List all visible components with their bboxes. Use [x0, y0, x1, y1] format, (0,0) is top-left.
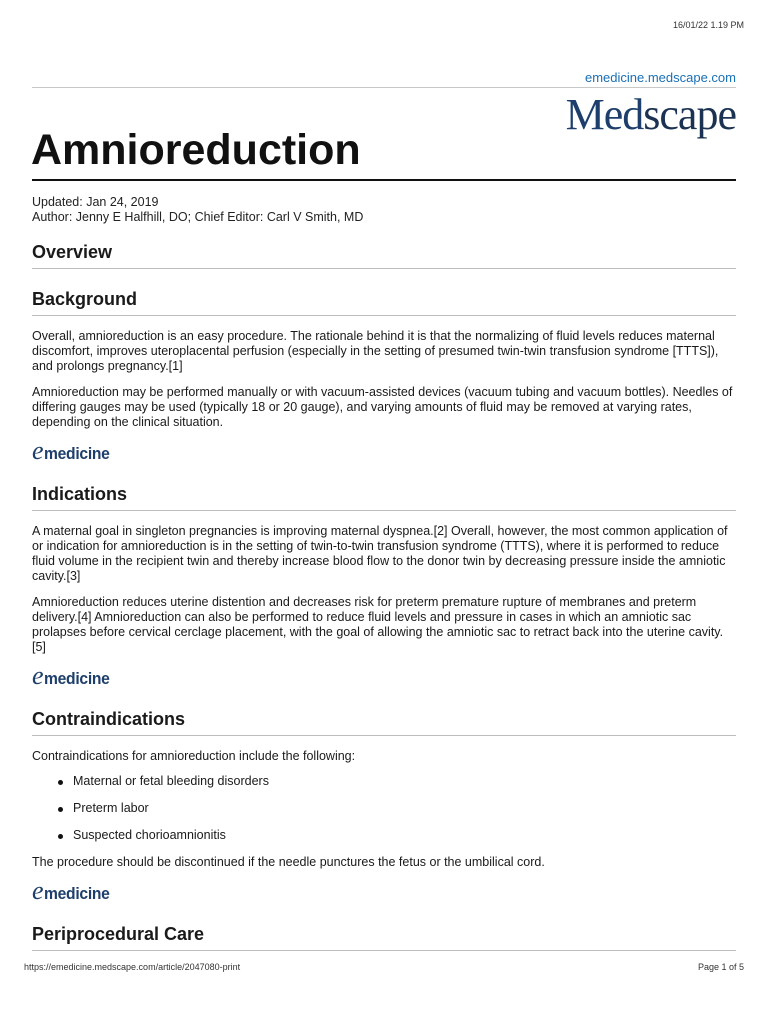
- header-divider: [32, 87, 736, 88]
- paragraph: Amnioreduction reduces uterine distention and decreases risk for preterm premature rupture of membranes and preterm delivery.[4] Amnioreduction can also be performed to reduce fluid levels and pressure in cases in which an amniotic sac prolapses before cervical cerclage placement, with the goal of allowing the amniotic sac to retract back into the uterine cavity.[5]: [32, 595, 724, 654]
- emedicine-logo: [32, 438, 736, 464]
- list-item-text: Suspected chorioamnionitis: [73, 828, 226, 842]
- paragraph: Overall, amnioreduction is an easy procedure. The rationale behind it is that the normalizing of fluid levels reduces maternal discomfort, improves uteroplacental perfusion (especially in the setting of presumed twin-twin transfusion syndrome [TTTS]), and prolongs pregnancy.[1]: [32, 329, 719, 373]
- section-heading-overview: Overview: [32, 240, 736, 269]
- emedicine-logo-e: e: [32, 876, 44, 905]
- emedicine-logo: [32, 878, 736, 904]
- section-heading-background: Background: [32, 287, 736, 316]
- print-date: 16/01/22 1.19 PM: [672, 20, 744, 30]
- bullet-icon: [58, 807, 63, 812]
- paragraph: A maternal goal in singleton pregnancies is improving maternal dyspnea.[2] Overall, however, the most common application of or indication for amnioreduction is in the setting of twin-to-twin transfusion syndrome (TTTS), where it is performed to reduce fluid volume in the recipient twin and thereby increase blood flow to the donor twin by decreasing pressure inside the amniotic cavity.[3]: [32, 524, 728, 583]
- site-link[interactable]: emedicine.medscape.com: [584, 70, 736, 85]
- emedicine-logo-word: medicine: [43, 669, 110, 688]
- list-item-text: Maternal or fetal bleeding disorders: [73, 774, 269, 788]
- article-meta: [32, 195, 363, 225]
- page-number: Page 1 of 5: [697, 962, 744, 972]
- section-heading-indications: Indications: [32, 482, 736, 511]
- section-heading-contraindications: Contraindications: [32, 707, 736, 736]
- emedicine-logo-e: e: [32, 436, 44, 465]
- page-title: Amnioreduction: [31, 126, 361, 174]
- emedicine-logo-word: medicine: [43, 444, 110, 463]
- updated-date: Updated: Jan 24, 2019: [32, 195, 159, 209]
- emedicine-logo: [32, 663, 736, 689]
- bullet-icon: [58, 780, 63, 785]
- emedicine-logo-e: e: [32, 661, 44, 690]
- list-item: [58, 774, 736, 789]
- author-line: Author: Jenny E Halfhill, DO; Chief Editor: Carl V Smith, MD: [32, 210, 364, 224]
- bullet-icon: [58, 834, 63, 839]
- logo-scape: scape: [643, 90, 736, 139]
- medscape-logo: [566, 90, 736, 140]
- article-content: [32, 240, 736, 951]
- section-heading-periprocedural-care: Periprocedural Care: [32, 922, 736, 951]
- footer-url[interactable]: https://emedicine.medscape.com/article/2047080-print: [24, 962, 241, 972]
- list-item: [58, 828, 736, 843]
- paragraph: Contraindications for amnioreduction include the following:: [32, 749, 356, 763]
- title-divider: [32, 179, 736, 181]
- list-item: [58, 801, 736, 816]
- paragraph: The procedure should be discontinued if the needle punctures the fetus or the umbilical cord.: [32, 855, 545, 869]
- paragraph: Amnioreduction may be performed manually or with vacuum-assisted devices (vacuum tubing and vacuum bottles). Needles of differing gauges may be used (typically 18 or 20 gauge), and varying amounts of fluid may be removed at varying rates, depending on the clinical situation.: [32, 385, 733, 429]
- logo-med: Med: [565, 90, 644, 139]
- contraindications-list: [32, 774, 736, 843]
- emedicine-logo-word: medicine: [43, 884, 110, 903]
- list-item-text: Preterm labor: [73, 801, 149, 815]
